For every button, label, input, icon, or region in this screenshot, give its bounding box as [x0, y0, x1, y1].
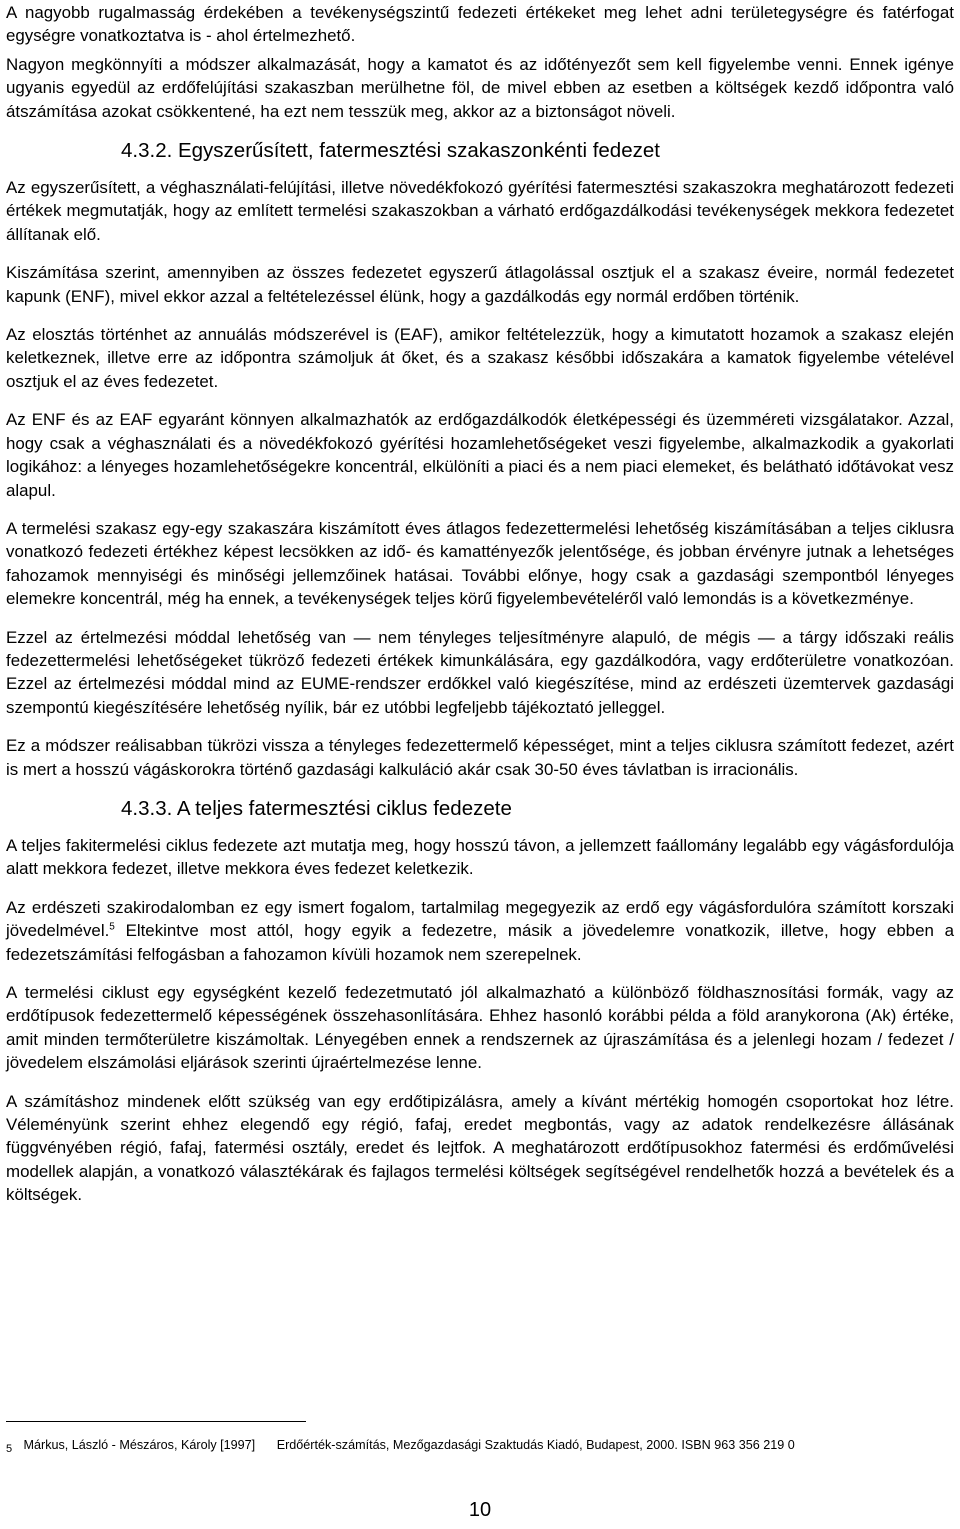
paragraph-forest-typing: A számításhoz mindenek előtt szükség van egy erdőtipizálásra, amely a kívánt mértékig homogén csoportokat hoz létre. Véleményünk szerint ehhez elegendő egy régió, fafaj, eredet megbontás, vagy az adatok rendelkezésre állásának függvényében régió, fafaj, fatermési osztály, eredet és lejtfok. A meghatározott erdőtípusokhoz fatermési és erdőművelési modellek alapján, a vonatkozó választékárak és fajlagos termelési költségek segítségével rendelhetők hozzá a bevételek és a költségek.	[6, 1091, 954, 1205]
footnote-separator	[6, 1421, 306, 1422]
footnote	[6, 1437, 954, 1457]
paragraph-full-cycle: A teljes fakitermelési ciklus fedezete azt mutatja meg, hogy hosszú távon, a jellemzett faállomány legalább egy vágásfordulója alatt mekkora fedezet, illetve mekkora éves fedezet keletkezik.	[6, 835, 954, 879]
paragraph-land-use-comparison: A termelési ciklust egy egységként kezelő fedezetmutató jól alkalmazható a különböző földhasznosítási formák, vagy az erdőtípusok fedezettermelő képességének összehasonlítására. Ehhez hasonló korábbi példa a föld aranykorona (Ak) értéke, amit minden termőterületre kiszámoltak. Lényegében ennek a rendszernek az újraszámítása és a jelenlegi hozam / fedezet / jövedelem elszámolási eljárások szerinti újraértelmezése lenne.	[6, 983, 954, 1073]
paragraph-literature-end: Eltekintve most attól, hogy egyik a fedezetre, másik a jövedelemre vonatkozik, illetve, hogy ebben a fedezetszámítási felfogásban a fahozamon kívüli hozamok nem szerepelnek.	[6, 921, 954, 964]
footnote-number: 5	[6, 1443, 13, 1455]
footnote-citation: Erdőérték-számítás, Mezőgazdasági Szaktudás Kiadó, Budapest, 2000. ISBN 963 356 219 0	[276, 1438, 795, 1452]
paragraph-literature	[6, 896, 954, 966]
paragraph-simplified-stages: Az egyszerűsített, a véghasználati-felújítási, illetve növedékfokozó gyérítési fatermesztési szakaszokra meghatározott fedezeti értékek megmutatják, hogy az említett termelési szakaszokban a várható erdőgazdálkodási tevékenységek mekkora fedezetet állítanak elő.	[6, 178, 954, 244]
paragraph-enf: Kiszámítása szerint, amennyiben az összes fedezetet egyszerű átlagolással osztjuk el a szakasz éveire, normál fedezetet kapunk (ENF), mivel ekkor azzal a feltételezéssel élünk, hogy a gazdálkodás egy normál erdőben történik.	[6, 263, 954, 306]
footnote-reference[interactable]: 5	[109, 921, 115, 933]
paragraph-flexibility: A nagyobb rugalmasság érdekében a tevékenységszintű fedezeti értékeket meg lehet adni területegységre és fatérfogat egységre vonatkoztatva is - ahol értelmezhető.	[6, 3, 954, 46]
paragraph-eaf: Az elosztás történhet az annuálás módszerével is (EAF), amikor feltételezzük, hogy a kimutatott hozamok a szakasz elején keletkeznek, illetve erre az időpontra számoljuk át őket, és a szakasz későbbi időszakára a kamatok figyelembe vételével osztjuk el az éves fedezetet.	[6, 325, 954, 391]
page-number: 10	[468, 1499, 492, 1521]
section-heading-4-3-2: 4.3.2. Egyszerűsített, fatermesztési szakaszonkénti fedezet	[121, 139, 660, 163]
paragraph-method-simplicity: Nagyon megkönnyíti a módszer alkalmazását, hogy a kamatot és az időtényezőt sem kell figyelembe venni. Ennek igénye ugyanis egyedül az erdőfelújítási szakaszban merülhetne föl, de mivel ebben az esetben a költségek kezdő időpontra való átszámítása azokat csökkentené, ha ezt nem tesszük meg, akkor az a biztonságot növeli.	[6, 54, 954, 121]
section-heading-4-3-3: 4.3.3. A teljes fatermesztési ciklus fedezete	[121, 796, 512, 820]
paragraph-interpretation: Ezzel az értelmezési móddal lehetőség van — nem tényleges teljesítményre alapuló, de mégis — a tárgy időszaki reális fedezettermelési lehetőségeket tükröző fedezeti értékek kimunkálására, egy gazdálkodóra, vagy erdőterületre vonatkozóan. Ezzel az értelmezési móddal mind az EUME-rendszer erdőkkel való kiegészítése, mind az erdészeti üzemtervek gazdasági szempontú kiegészítésére lehetőség nyílik, bár ez utóbbi legfeljebb tájékoztató jelleggel.	[6, 627, 954, 717]
paragraph-enf-eaf-usage: Az ENF és az EAF egyaránt könnyen alkalmazhatók az erdőgazdálkodók életképességi és üzemméreti vizsgálatakor. Azzal, hogy csak a véghasználati és a növedékfokozó gyérítési hozamlehetőségeket veszi figyelembe, alkalmazkodik a gyakorlati logikához: a lényeges hozamlehetőségekre koncentrál, elkülöníti a piaci és a nem piaci elemeket, és belátható időtávokat vesz alapul.	[6, 410, 954, 500]
paragraph-literature-start: Az erdészeti szakirodalomban ez egy ismert fogalom, tartalmilag megegyezik az erdő egy vágásfordulóra számított korszaki jövedelmével.	[6, 897, 954, 941]
paragraph-realism: Ez a módszer reálisabban tükrözi vissza a tényleges fedezettermelő képességet, mint a teljes ciklusra számított fedezet, azért is mert a hosszú vágáskorokra történő gazdasági kalkuláció akár csak 30-50 éves távlatban is irracionális.	[6, 736, 954, 779]
paragraph-annual-average: A termelési szakasz egy-egy szakaszára kiszámított éves átlagos fedezettermelési lehetőség kiszámításában a teljes ciklusra vonatkozó fedezeti értékhez képest lecsökken az idő- és kamattényezők jelentősége, és jobban érvényre jutnak a lehetséges fahozamok mennyiségi és minőségi jellemzőinek hatásai. További előnye, hogy csak a gazdasági szempontból lényeges elemekre koncentrál, még ha ennek, a tevékenységek teljes körű figyelembevételéről való lemondás is a következménye.	[6, 518, 954, 609]
footnote-authors: Márkus, László - Mészáros, Károly [1997]	[23, 1438, 256, 1452]
document-page	[6, 1, 954, 1222]
